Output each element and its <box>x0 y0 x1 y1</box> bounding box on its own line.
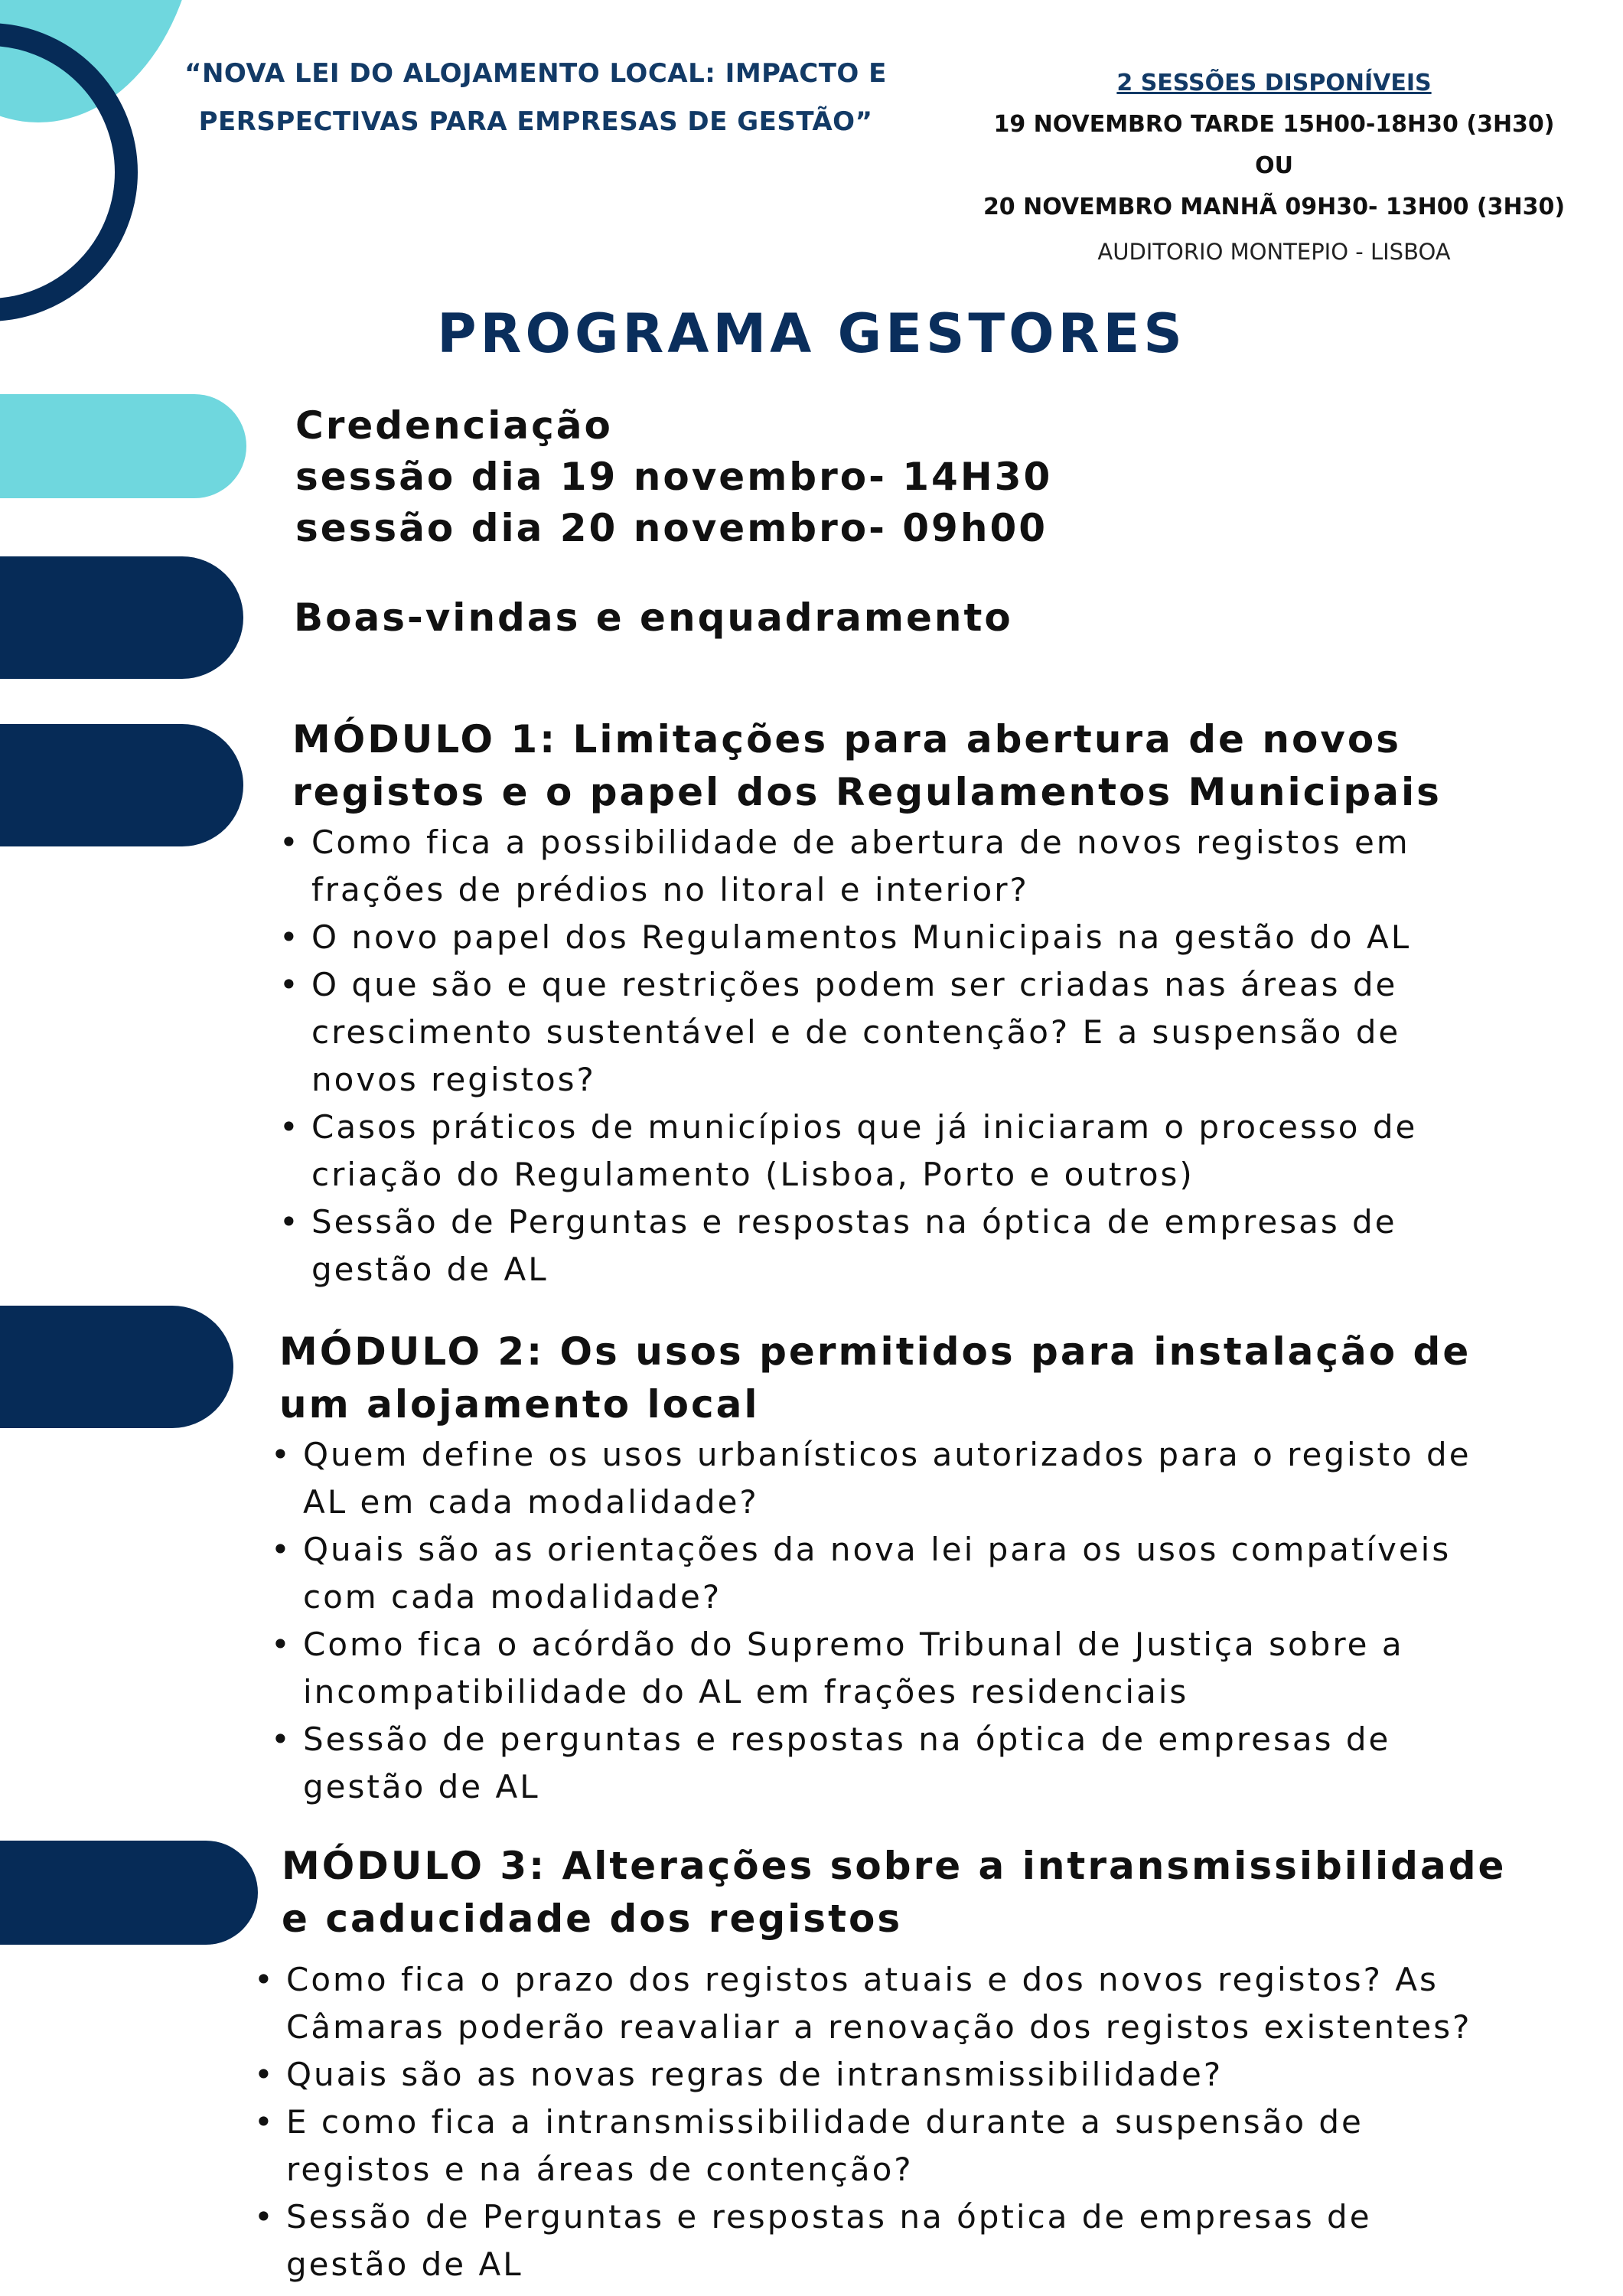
module-2-title-line1: MÓDULO 2: Os usos permitidos para instalação de <box>279 1329 1471 1374</box>
module-3-title-line2: e caducidade dos registos <box>282 1896 903 1941</box>
welcome-section <box>294 592 1013 644</box>
decorative-navy-tab-welcome <box>0 556 243 679</box>
module-1-item: • Casos práticos de municípios que já iniciaram o processo de criação do Regulamento (Lisboa, Porto e outros) <box>275 1104 1442 1199</box>
event-title <box>157 50 914 146</box>
module-2-section <box>279 1326 1471 1811</box>
module-3-item: • Como fica o prazo dos registos atuais e dos novos registos? As Câmaras poderão reavaliar a renovação dos registos existentes? <box>249 1956 1506 2051</box>
credentials-line-1: sessão dia 19 novembro- 14H30 <box>295 455 1053 499</box>
decorative-navy-tab-module2 <box>0 1306 233 1428</box>
decorative-navy-tab-module3 <box>0 1841 258 1945</box>
module-3-item: • Sessão de Perguntas e respostas na óptica de empresas de gestão de AL <box>249 2193 1506 2288</box>
sessions-info <box>934 63 1615 272</box>
module-2-item: • Quais são as orientações da nova lei para os usos compatíveis com cada modalidade? <box>266 1526 1471 1621</box>
credentials-section <box>295 400 1052 554</box>
module-3-item: • Quais são as novas regras de intransmissibilidade? <box>249 2051 1506 2099</box>
module-2-item: • Como fica o acórdão do Supremo Tribunal de Justiça sobre a incompatibilidade do AL em frações residenciais <box>266 1621 1471 1716</box>
session-separator: OU <box>1255 152 1293 179</box>
event-title-line1: “NOVA LEI DO ALOJAMENTO LOCAL: IMPACTO E <box>184 58 887 89</box>
credentials-title: Credenciação <box>295 403 613 448</box>
module-2-list <box>266 1431 1471 1811</box>
module-1-item: • O que são e que restrições podem ser criadas nas áreas de crescimento sustentável e de contenção? E a suspensão de novos registos? <box>275 961 1442 1104</box>
module-1-item: • Sessão de Perguntas e respostas na óptica de empresas de gestão de AL <box>275 1199 1442 1293</box>
module-3-item: • E como fica a intransmissibilidade durante a suspensão de registos e na áreas de contenção? <box>249 2099 1506 2193</box>
sessions-header: 2 SESSÕES DISPONÍVEIS <box>1116 70 1432 96</box>
welcome-title: Boas-vindas e enquadramento <box>294 595 1013 640</box>
program-heading: PROGRAMA GESTORES <box>437 302 1186 365</box>
session-1: 19 NOVEMBRO TARDE 15H00-18H30 (3H30) <box>993 111 1555 138</box>
credentials-line-2: sessão dia 20 novembro- 09h00 <box>295 506 1048 550</box>
module-1-list <box>275 819 1442 1293</box>
module-1-item: • O novo papel dos Regulamentos Municipais na gestão do AL <box>275 914 1442 961</box>
module-2-item: • Sessão de perguntas e respostas na óptica de empresas de gestão de AL <box>266 1716 1471 1811</box>
module-3-section <box>282 1840 1506 2288</box>
module-1-title-line2: registos e o papel dos Regulamentos Municipais <box>292 770 1442 814</box>
decorative-navy-tab-module1 <box>0 724 243 846</box>
session-2: 20 NOVEMBRO MANHÃ 09H30- 13H00 (3H30) <box>983 194 1566 220</box>
venue: AUDITORIO MONTEPIO - LISBOA <box>1097 239 1451 265</box>
module-2-title-line2: um alojamento local <box>279 1382 760 1427</box>
module-1-item: • Como fica a possibilidade de abertura de novos registos em frações de prédios no litoral e interior? <box>275 819 1442 914</box>
decorative-cyan-tab <box>0 394 246 498</box>
module-1-title-line1: MÓDULO 1: Limitações para abertura de novos <box>292 717 1401 762</box>
module-2-item: • Quem define os usos urbanísticos autorizados para o registo de AL em cada modalidade? <box>266 1431 1471 1526</box>
module-3-list <box>249 1956 1506 2288</box>
module-1-section <box>292 713 1442 1293</box>
event-title-line2: PERSPECTIVAS PARA EMPRESAS DE GESTÃO” <box>198 106 873 137</box>
module-3-title-line1: MÓDULO 3: Alterações sobre a intransmissibilidade <box>282 1844 1507 1888</box>
